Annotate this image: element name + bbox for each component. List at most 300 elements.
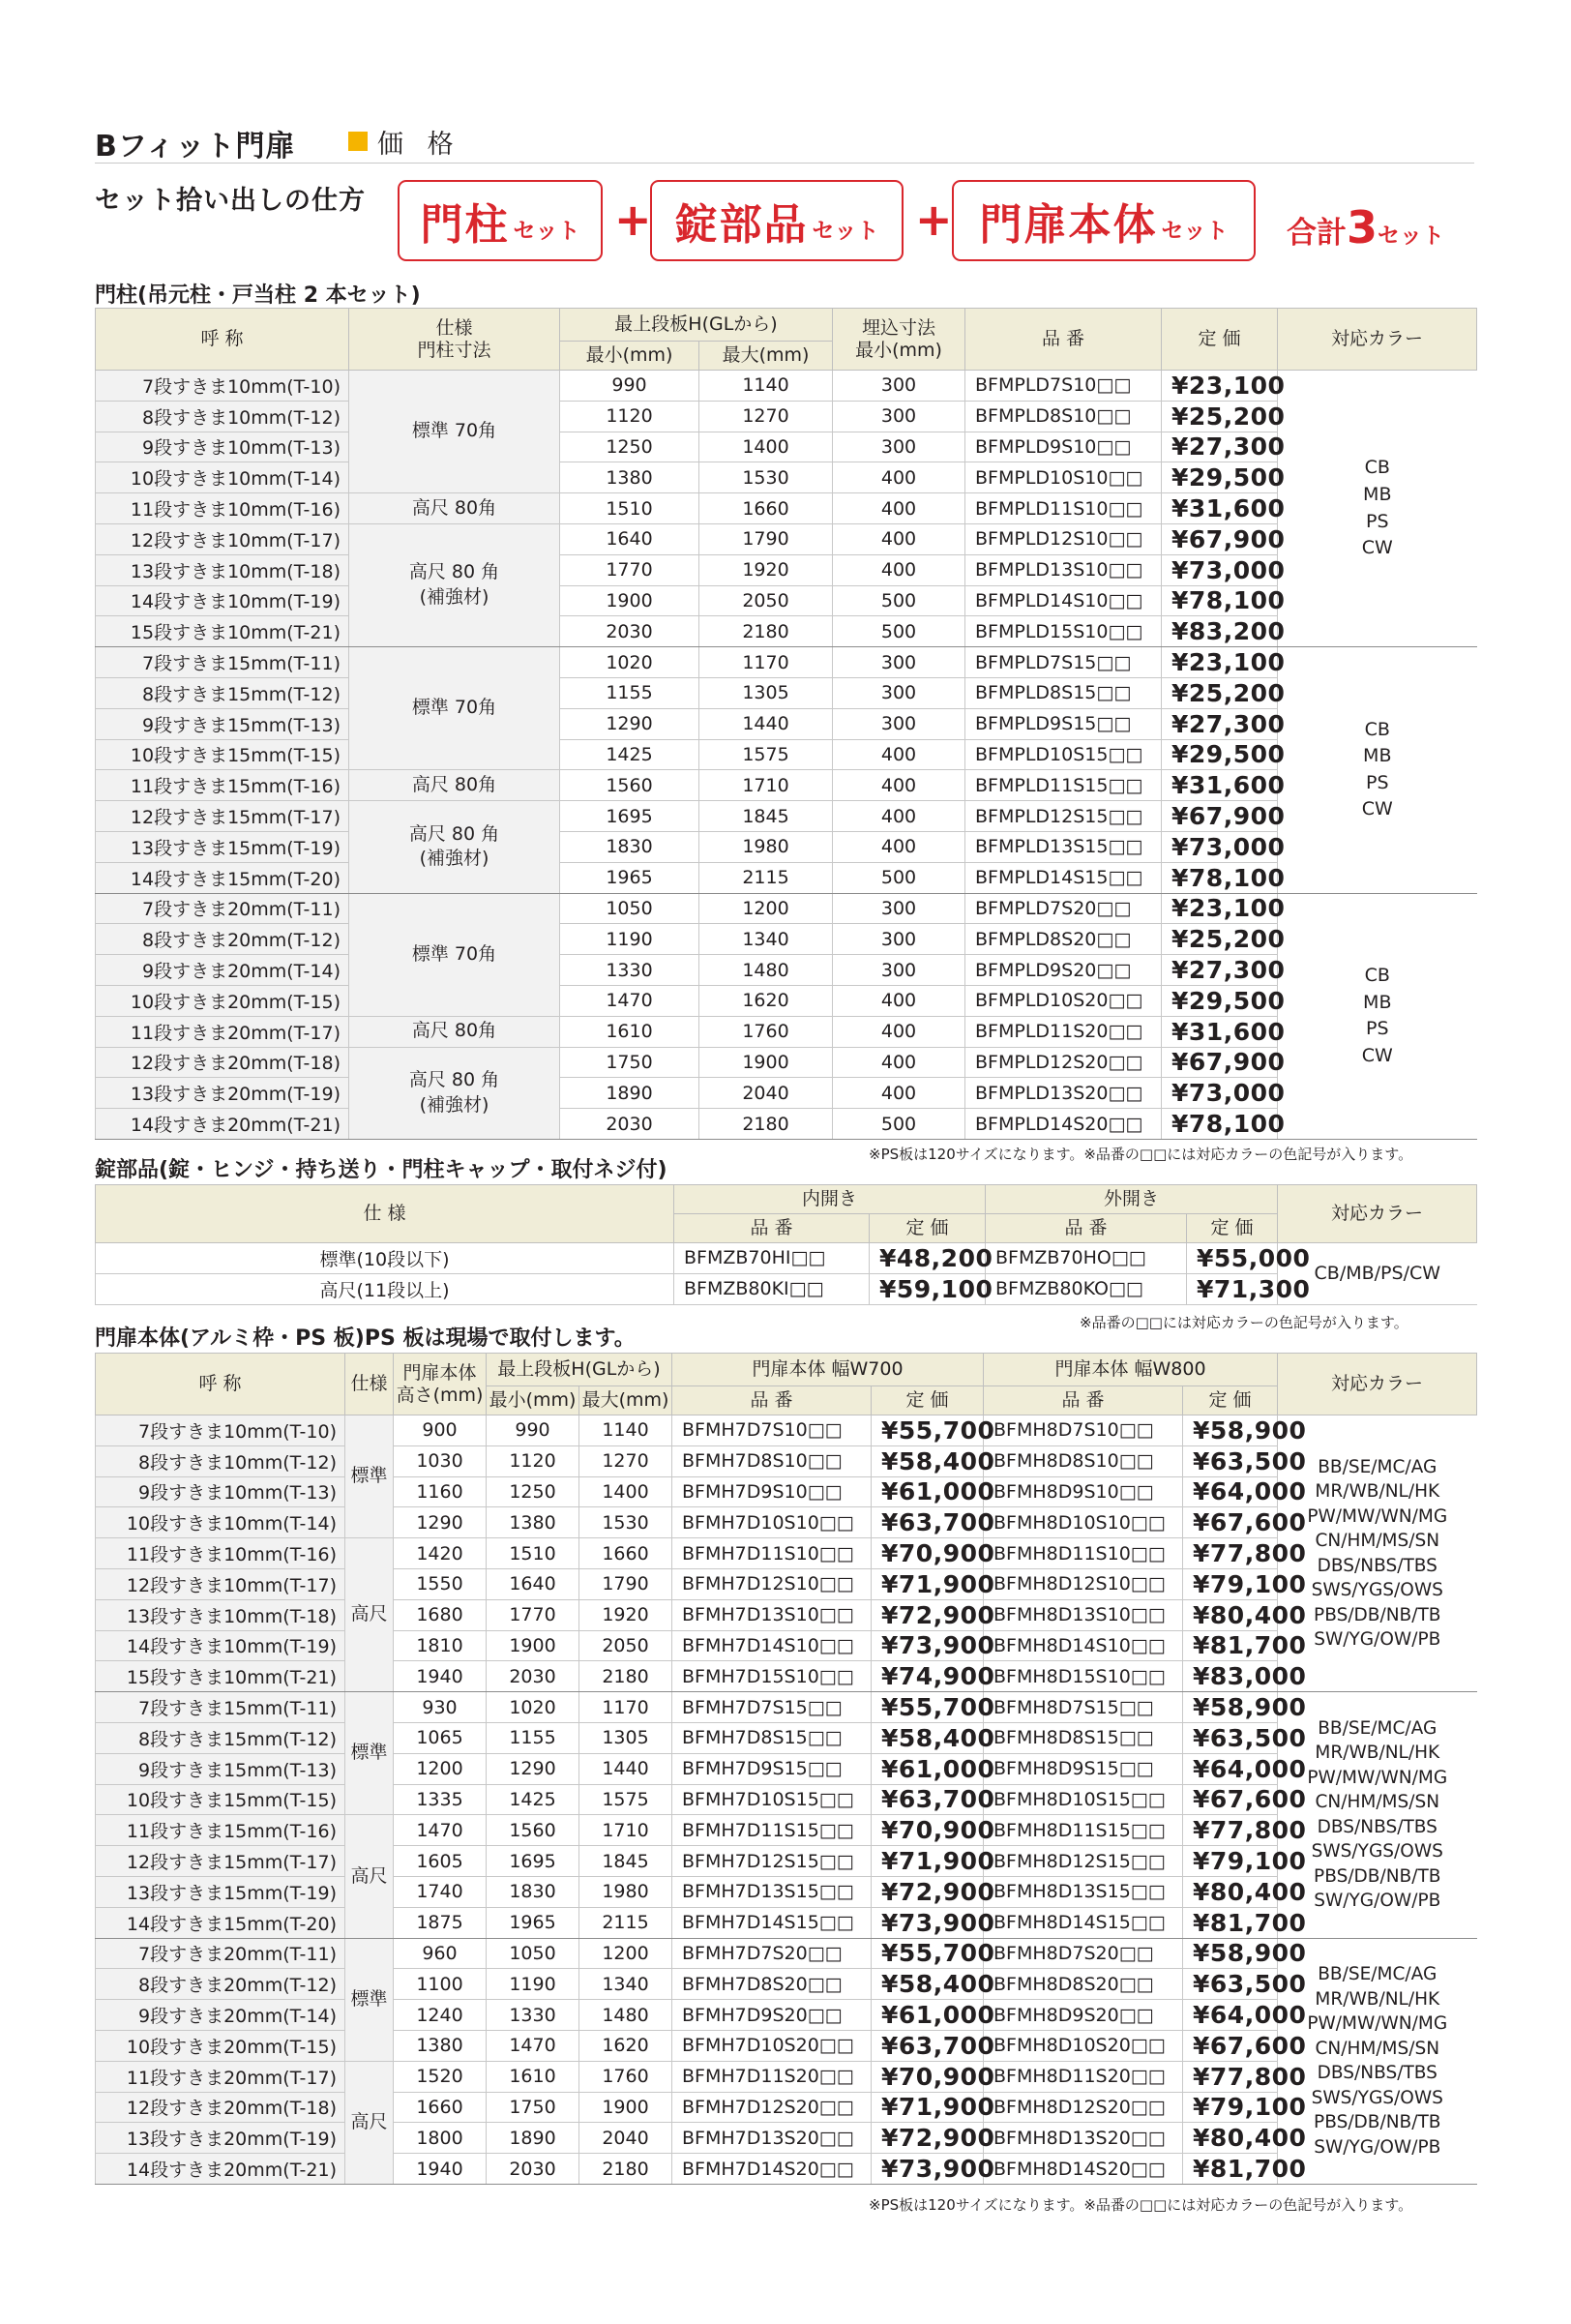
min-height: 1050 <box>487 1938 579 1969</box>
list-price-w700: ¥74,900 <box>872 1661 984 1692</box>
product-code-w800: BFMH8D11S15□□ <box>984 1815 1183 1846</box>
door-col-header-color: 対応カラー <box>1278 1354 1477 1415</box>
list-price-w700: ¥55,700 <box>872 1938 984 1969</box>
door-col-header-min: 最小(mm) <box>487 1386 579 1415</box>
product-code-w700: BFMH7D7S10□□ <box>672 1415 872 1446</box>
row-name: 10段すきま10mm(T-14) <box>96 462 349 493</box>
min-height: 2030 <box>487 1661 579 1692</box>
embed-depth: 400 <box>833 493 965 524</box>
spec-cell: 高尺 <box>345 2061 394 2184</box>
lock-col-header-color: 対応カラー <box>1278 1185 1477 1243</box>
row-name: 8段すきま20mm(T-12) <box>96 924 349 955</box>
product-code-w800: BFMH8D7S20□□ <box>984 1938 1183 1969</box>
col-header-spec <box>349 309 560 371</box>
table-row <box>96 1876 1477 1907</box>
min-height: 1290 <box>487 1753 579 1784</box>
spec-cell: 標準 <box>345 1692 394 1815</box>
min-height: 1560 <box>560 770 699 801</box>
color-code: PW/MW/WN/MG <box>1307 1505 1448 1527</box>
col-header-embed-line1: 埋込寸法 <box>862 316 936 339</box>
list-price-w800: ¥81,700 <box>1183 1907 1278 1938</box>
list-price-w800: ¥58,900 <box>1183 1692 1278 1723</box>
list-price: ¥29,500 <box>1162 462 1278 493</box>
product-code-w700: BFMH7D13S10□□ <box>672 1599 872 1630</box>
max-height: 1920 <box>699 554 833 585</box>
list-price-w700: ¥58,400 <box>872 1969 984 2000</box>
door-height: 1940 <box>394 1661 487 1692</box>
door-col-header-w700: 門扉本体 幅W700 <box>672 1354 984 1386</box>
max-height: 1790 <box>699 523 833 554</box>
color-code: SWS/YGS/OWS <box>1311 1841 1443 1862</box>
product-code: BFMPLD7S20□□ <box>965 893 1162 924</box>
table-row <box>96 1243 1477 1274</box>
min-height: 1695 <box>560 801 699 832</box>
embed-depth: 400 <box>833 985 965 1016</box>
min-height: 1330 <box>560 955 699 986</box>
row-name: 11段すきま10mm(T-16) <box>96 1538 345 1569</box>
list-price-w700: ¥71,900 <box>872 2092 984 2123</box>
door-col-header-price: 定 価 <box>872 1386 984 1415</box>
row-name: 14段すきま10mm(T-19) <box>96 1630 345 1661</box>
list-price-w700: ¥63,700 <box>872 1784 984 1815</box>
list-price: ¥29,500 <box>1162 739 1278 770</box>
min-height: 990 <box>487 1415 579 1446</box>
row-name: 8段すきま10mm(T-12) <box>96 401 349 432</box>
min-height: 1695 <box>487 1846 579 1877</box>
product-code: BFMPLD10S15□□ <box>965 739 1162 770</box>
door-height: 1940 <box>394 2154 487 2185</box>
lock-col-header-spec: 仕 様 <box>96 1185 674 1243</box>
spec-line: 高尺 80 角 <box>408 1069 500 1091</box>
list-price: ¥31,600 <box>1162 770 1278 801</box>
max-height: 1530 <box>579 1507 672 1538</box>
max-height: 1200 <box>579 1938 672 1969</box>
min-height: 1380 <box>487 1507 579 1538</box>
embed-depth: 500 <box>833 585 965 616</box>
color-code: CB <box>1364 718 1390 740</box>
list-price: ¥67,900 <box>1162 523 1278 554</box>
color-code: MB <box>1363 745 1392 767</box>
table-row <box>96 677 1477 708</box>
list-price: ¥83,200 <box>1162 616 1278 647</box>
embed-depth: 300 <box>833 924 965 955</box>
table-row <box>96 493 1477 524</box>
row-name: 15段すきま10mm(T-21) <box>96 616 349 647</box>
lock-caption: 錠部品(錠・ヒンジ・持ち送り・門柱キャップ・取付ネジ付) <box>95 1158 667 1182</box>
max-height: 1440 <box>579 1753 672 1784</box>
list-price-w700: ¥70,900 <box>872 2061 984 2092</box>
door-caption: 門扉本体(アルミ枠・PS 板)PS 板は現場で取付します。 <box>95 1326 636 1351</box>
row-name: 12段すきま10mm(T-17) <box>96 523 349 554</box>
door-col-header-max: 最大(mm) <box>579 1386 672 1415</box>
list-price-w700: ¥71,900 <box>872 1568 984 1599</box>
door-height: 1680 <box>394 1599 487 1630</box>
product-code-w800: BFMH8D8S10□□ <box>984 1445 1183 1476</box>
spec-cell <box>349 1047 560 1139</box>
list-price-w700: ¥58,400 <box>872 1722 984 1753</box>
table-row <box>96 1722 1477 1753</box>
table-row <box>96 1273 1477 1304</box>
list-price-w800: ¥80,400 <box>1183 2123 1278 2154</box>
door-height: 1605 <box>394 1846 487 1877</box>
embed-depth: 400 <box>833 1047 965 1078</box>
color-code: CN/HM/MS/SN <box>1315 2038 1440 2059</box>
table-row <box>96 831 1477 862</box>
list-price: ¥55,000 <box>1187 1243 1278 1274</box>
min-height: 1610 <box>560 1016 699 1047</box>
product-code-w700: BFMH7D9S10□□ <box>672 1476 872 1507</box>
row-name: 14段すきま15mm(T-20) <box>96 862 349 893</box>
color-code: CN/HM/MS/SN <box>1315 1792 1440 1813</box>
table-row <box>96 1969 1477 2000</box>
product-code: BFMPLD10S10□□ <box>965 462 1162 493</box>
embed-depth: 300 <box>833 432 965 462</box>
col-header-spec-line1: 仕様 <box>435 316 473 339</box>
door-col-header-dh-line2: 高さ(mm) <box>396 1384 484 1406</box>
table-row <box>96 1016 1477 1047</box>
table-row <box>96 739 1477 770</box>
table-row <box>96 1415 1477 1446</box>
embed-depth: 300 <box>833 677 965 708</box>
min-height: 1830 <box>560 831 699 862</box>
post-caption: 門柱(吊元柱・戸当柱 2 本セット) <box>95 283 421 308</box>
min-height: 1155 <box>560 677 699 708</box>
row-name: 11段すきま20mm(T-17) <box>96 2061 345 2092</box>
list-price: ¥31,600 <box>1162 1016 1278 1047</box>
product-code-w800: BFMH8D11S10□□ <box>984 1538 1183 1569</box>
product-code-w700: BFMH7D10S15□□ <box>672 1784 872 1815</box>
door-col-header-code: 品 番 <box>672 1386 872 1415</box>
min-height: 1425 <box>487 1784 579 1815</box>
col-header-code: 品 番 <box>965 309 1162 371</box>
product-code: BFMPLD11S10□□ <box>965 493 1162 524</box>
row-name: 11段すきま15mm(T-16) <box>96 770 349 801</box>
row-name: 9段すきま10mm(T-13) <box>96 432 349 462</box>
product-code-w700: BFMH7D14S10□□ <box>672 1630 872 1661</box>
product-code: BFMPLD10S20□□ <box>965 985 1162 1016</box>
row-name: 12段すきま20mm(T-18) <box>96 1047 349 1078</box>
total-sets <box>1287 201 1444 253</box>
row-name: 10段すきま20mm(T-15) <box>96 985 349 1016</box>
row-name: 10段すきま15mm(T-15) <box>96 739 349 770</box>
min-height: 2030 <box>560 1109 699 1140</box>
door-height: 1240 <box>394 2000 487 2031</box>
list-price: ¥27,300 <box>1162 432 1278 462</box>
list-price-w800: ¥77,800 <box>1183 1538 1278 1569</box>
product-code-w800: BFMH8D14S10□□ <box>984 1630 1183 1661</box>
embed-depth: 400 <box>833 1016 965 1047</box>
product-code-w700: BFMH7D11S15□□ <box>672 1815 872 1846</box>
lock-col-header-in: 内開き <box>674 1185 986 1214</box>
max-height: 2180 <box>699 1109 833 1140</box>
product-code-w700: BFMH7D12S20□□ <box>672 2092 872 2123</box>
list-price: ¥67,900 <box>1162 801 1278 832</box>
list-price: ¥25,200 <box>1162 924 1278 955</box>
spec-cell: 高尺 80角 <box>349 770 560 801</box>
post-price-table <box>95 308 1477 1140</box>
color-code: PBS/DB/NB/TB <box>1314 1604 1441 1625</box>
door-height: 1420 <box>394 1538 487 1569</box>
door-height: 960 <box>394 1938 487 1969</box>
row-name: 10段すきま20mm(T-15) <box>96 2030 345 2061</box>
list-price-w800: ¥80,400 <box>1183 1876 1278 1907</box>
table-row <box>96 1938 1477 1969</box>
product-code-w700: BFMH7D15S10□□ <box>672 1661 872 1692</box>
row-name: 7段すきま20mm(T-11) <box>96 1938 345 1969</box>
color-code: PW/MW/WN/MG <box>1307 2013 1448 2035</box>
color-code: CW <box>1361 798 1393 820</box>
embed-depth: 300 <box>833 893 965 924</box>
door-height: 1660 <box>394 2092 487 2123</box>
product-code-w800: BFMH8D13S10□□ <box>984 1599 1183 1630</box>
min-height: 1050 <box>560 893 699 924</box>
min-height: 1640 <box>560 523 699 554</box>
product-code: BFMPLD12S10□□ <box>965 523 1162 554</box>
product-code-w800: BFMH8D7S10□□ <box>984 1415 1183 1446</box>
door-col-header-spec: 仕様 <box>345 1354 394 1415</box>
product-code-w700: BFMH7D9S20□□ <box>672 2000 872 2031</box>
product-code-w800: BFMH8D13S20□□ <box>984 2123 1183 2154</box>
product-code: BFMPLD9S20□□ <box>965 955 1162 986</box>
color-list-cell <box>1278 1415 1477 1692</box>
product-code: BFMPLD12S20□□ <box>965 1047 1162 1078</box>
min-height: 1900 <box>487 1630 579 1661</box>
table-row <box>96 523 1477 554</box>
product-code-w800: BFMH8D9S10□□ <box>984 1476 1183 1507</box>
max-height: 1980 <box>699 831 833 862</box>
min-height: 1965 <box>560 862 699 893</box>
table-row <box>96 801 1477 832</box>
max-height: 1400 <box>579 1476 672 1507</box>
row-name: 8段すきま15mm(T-12) <box>96 1722 345 1753</box>
product-code-w700: BFMH7D11S10□□ <box>672 1538 872 1569</box>
color-code: CN/HM/MS/SN <box>1315 1531 1440 1552</box>
table-row <box>96 1599 1477 1630</box>
min-height: 1750 <box>560 1047 699 1078</box>
door-height: 1160 <box>394 1476 487 1507</box>
lock-spec: 高尺(11段以上) <box>96 1273 674 1304</box>
table-row <box>96 371 1477 402</box>
product-code-w800: BFMH8D10S15□□ <box>984 1784 1183 1815</box>
row-name: 9段すきま10mm(T-13) <box>96 1476 345 1507</box>
embed-depth: 400 <box>833 739 965 770</box>
max-height: 1980 <box>579 1876 672 1907</box>
lock-set-suffix: セット <box>812 218 879 244</box>
list-price-w700: ¥72,900 <box>872 1599 984 1630</box>
spec-line: (補強材) <box>419 586 489 609</box>
table-row <box>96 1630 1477 1661</box>
list-price-w800: ¥81,700 <box>1183 1630 1278 1661</box>
door-col-header-w800: 門扉本体 幅W800 <box>984 1354 1278 1386</box>
list-price: ¥67,900 <box>1162 1047 1278 1078</box>
color-code: PW/MW/WN/MG <box>1307 1767 1448 1788</box>
max-height: 1170 <box>699 647 833 678</box>
product-code: BFMZB80KO□□ <box>986 1273 1187 1304</box>
door-col-header-door-height <box>394 1354 487 1415</box>
embed-depth: 300 <box>833 401 965 432</box>
row-name: 14段すきま15mm(T-20) <box>96 1907 345 1938</box>
table-row <box>96 1815 1477 1846</box>
min-height: 1560 <box>487 1815 579 1846</box>
list-price-w800: ¥63,500 <box>1183 1722 1278 1753</box>
row-name: 13段すきま10mm(T-18) <box>96 554 349 585</box>
list-price-w800: ¥64,000 <box>1183 2000 1278 2031</box>
max-height: 1900 <box>579 2092 672 2123</box>
spec-cell: 標準 70角 <box>349 647 560 770</box>
max-height: 2040 <box>699 1078 833 1109</box>
door-height: 1065 <box>394 1722 487 1753</box>
table-row <box>96 708 1477 739</box>
table-row <box>96 647 1477 678</box>
color-list-cell: CB/MB/PS/CW <box>1278 1243 1477 1305</box>
col-header-spec-line2: 門柱寸法 <box>417 339 491 361</box>
list-price: ¥29,500 <box>1162 985 1278 1016</box>
min-height: 1190 <box>560 924 699 955</box>
spec-cell: 標準 70角 <box>349 893 560 1016</box>
color-code: BB/SE/MC/AG <box>1318 1964 1438 1985</box>
table-row <box>96 1507 1477 1538</box>
product-code: BFMPLD12S15□□ <box>965 801 1162 832</box>
table-row <box>96 1538 1477 1569</box>
door-height: 1380 <box>394 2030 487 2061</box>
max-height: 1760 <box>579 2061 672 2092</box>
door-note: ※PS板は120サイズになります。※品番の□□には対応カラーの色記号が入ります。 <box>869 2196 1413 2214</box>
color-code: BB/SE/MC/AG <box>1318 1717 1438 1739</box>
product-code-w800: BFMH8D7S15□□ <box>984 1692 1183 1723</box>
min-height: 1610 <box>487 2061 579 2092</box>
product-code: BFMZB80KI□□ <box>674 1273 870 1304</box>
table-row <box>96 585 1477 616</box>
min-height: 1380 <box>560 462 699 493</box>
row-name: 7段すきま15mm(T-11) <box>96 1692 345 1723</box>
list-price-w800: ¥77,800 <box>1183 2061 1278 2092</box>
min-height: 1120 <box>560 401 699 432</box>
product-code-w800: BFMH8D9S15□□ <box>984 1753 1183 1784</box>
min-height: 1965 <box>487 1907 579 1938</box>
product-code-w800: BFMH8D13S15□□ <box>984 1876 1183 1907</box>
list-price-w700: ¥71,900 <box>872 1846 984 1877</box>
color-code: MR/WB/NL/HK <box>1315 1988 1440 2010</box>
list-price: ¥73,000 <box>1162 554 1278 585</box>
min-height: 1890 <box>560 1078 699 1109</box>
max-height: 1480 <box>579 2000 672 2031</box>
product-code: BFMPLD8S20□□ <box>965 924 1162 955</box>
list-price-w800: ¥58,900 <box>1183 1938 1278 1969</box>
list-price: ¥48,200 <box>870 1243 986 1274</box>
spec-line: 高尺 80 角 <box>408 561 500 583</box>
list-price-w800: ¥58,900 <box>1183 1415 1278 1446</box>
lock-col-header-code: 品 番 <box>986 1214 1187 1243</box>
spec-cell: 標準 <box>345 1938 394 2061</box>
door-height: 1030 <box>394 1445 487 1476</box>
table-row <box>96 2061 1477 2092</box>
product-code-w800: BFMH8D8S15□□ <box>984 1722 1183 1753</box>
product-code: BFMPLD9S10□□ <box>965 432 1162 462</box>
lock-col-header-out: 外開き <box>986 1185 1278 1214</box>
product-code-w800: BFMH8D12S20□□ <box>984 2092 1183 2123</box>
spec-cell <box>349 523 560 646</box>
row-name: 8段すきま10mm(T-12) <box>96 1445 345 1476</box>
table-row <box>96 432 1477 462</box>
min-height: 1155 <box>487 1722 579 1753</box>
table-row <box>96 955 1477 986</box>
product-code: BFMPLD14S20□□ <box>965 1109 1162 1140</box>
list-price: ¥78,100 <box>1162 585 1278 616</box>
door-set-suffix: セット <box>1161 218 1229 244</box>
table-row <box>96 985 1477 1016</box>
color-code: DBS/NBS/TBS <box>1317 1816 1438 1837</box>
max-height: 1340 <box>699 924 833 955</box>
table-row <box>96 1846 1477 1877</box>
table-row <box>96 2092 1477 2123</box>
row-name: 13段すきま10mm(T-18) <box>96 1599 345 1630</box>
spec-cell: 高尺 80角 <box>349 1016 560 1047</box>
color-code: MB <box>1363 991 1392 1013</box>
list-price-w700: ¥58,400 <box>872 1445 984 1476</box>
row-name: 13段すきま20mm(T-19) <box>96 1078 349 1109</box>
max-height: 1845 <box>699 801 833 832</box>
color-code: MR/WB/NL/HK <box>1315 1743 1440 1764</box>
door-height: 1335 <box>394 1784 487 1815</box>
min-height: 1120 <box>487 1445 579 1476</box>
row-name: 14段すきま20mm(T-21) <box>96 2154 345 2185</box>
product-code-w700: BFMH7D13S20□□ <box>672 2123 872 2154</box>
max-height: 1480 <box>699 955 833 986</box>
col-header-min: 最小(mm) <box>560 342 699 371</box>
product-code-w800: BFMH8D11S20□□ <box>984 2061 1183 2092</box>
row-name: 12段すきま10mm(T-17) <box>96 1568 345 1599</box>
product-code: BFMPLD14S15□□ <box>965 862 1162 893</box>
list-price-w800: ¥79,100 <box>1183 2092 1278 2123</box>
max-height: 1710 <box>699 770 833 801</box>
color-code: CW <box>1361 1044 1393 1066</box>
max-height: 1340 <box>579 1969 672 2000</box>
door-height: 1875 <box>394 1907 487 1938</box>
max-height: 2050 <box>579 1630 672 1661</box>
product-code: BFMPLD11S20□□ <box>965 1016 1162 1047</box>
spec-cell: 標準 70角 <box>349 371 560 493</box>
lock-set-badge <box>650 180 904 261</box>
embed-depth: 400 <box>833 831 965 862</box>
door-set-title: 門扉本体 <box>979 200 1158 250</box>
row-name: 7段すきま15mm(T-11) <box>96 647 349 678</box>
embed-depth: 400 <box>833 462 965 493</box>
min-height: 1900 <box>560 585 699 616</box>
list-price-w800: ¥64,000 <box>1183 1476 1278 1507</box>
color-code: PS <box>1366 1018 1389 1040</box>
row-name: 9段すきま15mm(T-13) <box>96 1753 345 1784</box>
table-row <box>96 1078 1477 1109</box>
product-code: BFMPLD7S10□□ <box>965 371 1162 402</box>
row-name: 13段すきま20mm(T-19) <box>96 2123 345 2154</box>
table-row <box>96 924 1477 955</box>
list-price-w800: ¥80,400 <box>1183 1599 1278 1630</box>
row-name: 10段すきま15mm(T-15) <box>96 1784 345 1815</box>
lock-price-table <box>95 1184 1477 1305</box>
product-code-w700: BFMH7D9S15□□ <box>672 1753 872 1784</box>
product-code-w700: BFMH7D12S10□□ <box>672 1568 872 1599</box>
list-price-w700: ¥73,900 <box>872 1630 984 1661</box>
embed-depth: 300 <box>833 955 965 986</box>
min-height: 1770 <box>487 1599 579 1630</box>
square-bullet-icon <box>348 132 368 151</box>
color-list-cell <box>1278 1938 1477 2184</box>
list-price-w700: ¥73,900 <box>872 2154 984 2185</box>
list-price-w800: ¥63,500 <box>1183 1445 1278 1476</box>
door-height: 1520 <box>394 2061 487 2092</box>
table-row <box>96 1907 1477 1938</box>
color-code: DBS/NBS/TBS <box>1317 1555 1438 1576</box>
